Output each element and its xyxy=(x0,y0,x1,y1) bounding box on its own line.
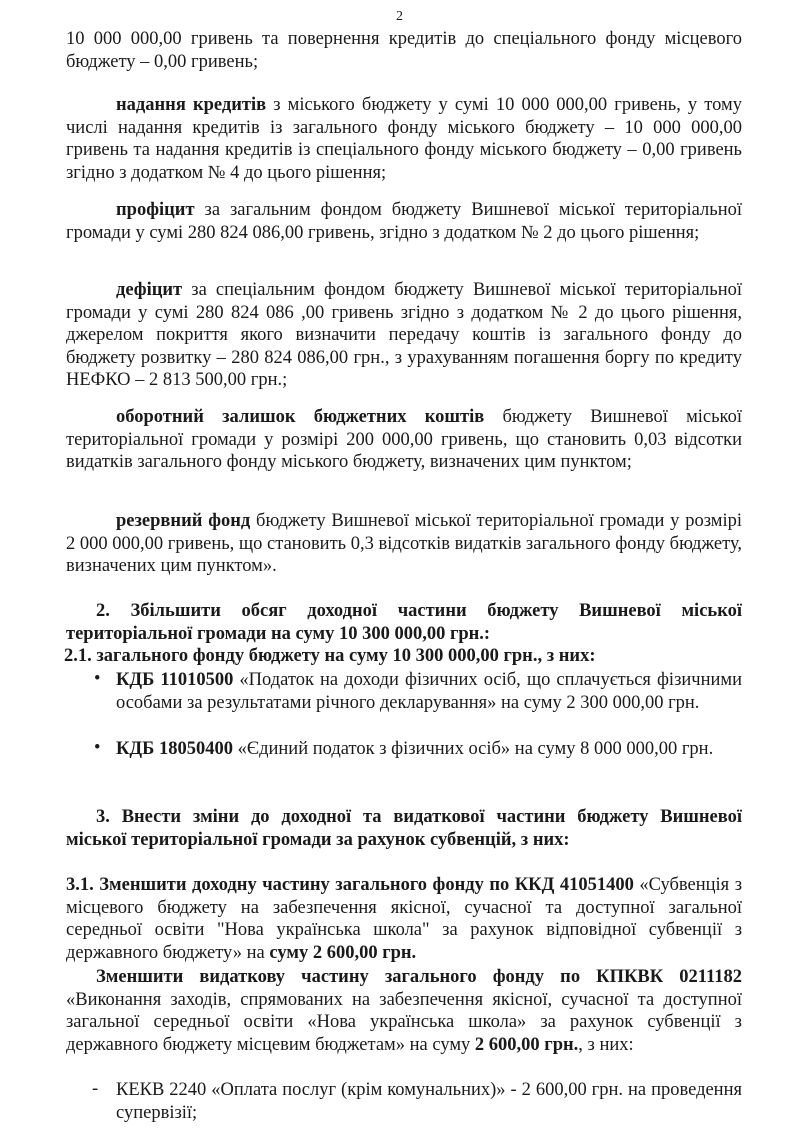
section-3-1-text: «Субвенція з місцевого бюджету на забезпечення якісної, сучасної та доступної загальної середньої освіти "Нова українська школа" за рахунок відповідної субвенції з державного бюджету» на xyxy=(66,875,742,963)
section-3-1-paragraph xyxy=(66,874,742,964)
reserve-paragraph xyxy=(66,510,742,578)
section-3-1-lead: 3.1. Зменшити доходну частину загального фонду по ККД 41051400 xyxy=(66,875,634,895)
balance-paragraph xyxy=(66,406,742,474)
bullet-icon: • xyxy=(94,738,101,758)
expenditure-tail: , з них: xyxy=(578,1034,634,1055)
credits-text: з міського бюджету у сумі 10 000 000,00 гривень, у тому числі надання кредитів із загального фонду міського бюджету – 10 000 000,00 гривень та надання кредитів із спеціального фонду міського бюджету – 0,00 гривень згідно з додатком № 4 до цього рішення; xyxy=(66,95,742,183)
surplus-term: профіцит xyxy=(116,200,195,220)
deficit-text: за спеціальним фондом бюджету Вишневої міської територіальної громади у сумі 280 824 086 ,00 гривень згідно з додатком № 2 до цього рішення, джерелом покриття якого визначити передачу коштів із загального фонду до бюджету розвитку – 280 824 086,00 грн., з урахуванням погашення боргу по кредиту НЕФКО – 2 813 500,00 грн.; xyxy=(66,280,742,390)
bullet-code: КДБ 11010500 xyxy=(116,670,234,690)
surplus-paragraph xyxy=(66,199,742,244)
expenditure-lead: Зменшити видаткову частину загального фонду по КПКВК 0211182 xyxy=(96,967,742,987)
expenditure-paragraph xyxy=(66,966,742,1056)
bullet-text: «Єдиний податок з фізичних осіб» на суму 8 000 000,00 грн. xyxy=(233,739,714,759)
balance-text: бюджету Вишневої міської територіальної громади у розмірі 200 000,00 гривень, що становить 0,03 відсотки видатків загального фонду міського бюджету, визначених цим пунктом; xyxy=(66,407,742,472)
reserve-term: резервний фонд xyxy=(116,511,251,531)
bullet-text: «Податок на доходи фізичних осіб, що сплачується фізичними особами за результатами річного декларування» на суму 2 300 000,00 грн. xyxy=(116,670,742,713)
section-3-1-amount: суму 2 600,00 грн. xyxy=(269,942,417,963)
credits-term: надання кредитів xyxy=(116,95,267,115)
surplus-text: за загальним фондом бюджету Вишневої міської територіальної громади у сумі 280 824 086,00 гривень, згідно з додатком № 2 до цього рішення; xyxy=(66,200,742,243)
bullet-item xyxy=(116,738,742,761)
section-2-heading: 2. Збільшити обсяг доходної частини бюджету Вишневої міської територіальної громади на суму 10 300 000,00 грн.: xyxy=(66,601,742,644)
credits-paragraph xyxy=(66,94,742,184)
bullet-code: КДБ 18050400 xyxy=(116,739,233,759)
balance-term: оборотний залишок бюджетних коштів xyxy=(116,407,485,427)
section-2-1-heading: 2.1. загального фонду бюджету на суму 10 300 000,00 грн., з них: xyxy=(64,646,596,666)
intro-paragraph: 10 000 000,00 гривень та повернення кредитів до спеціального фонду місцевого бюджету – 0,00 гривень; xyxy=(66,29,742,72)
bullet-icon: • xyxy=(94,669,101,689)
dash-item: КЕКВ 2240 «Оплата послуг (крім комунальних)» - 2 600,00 грн. на проведення супервізії; xyxy=(116,1080,742,1123)
dash-marker: - xyxy=(92,1079,99,1099)
bullet-item xyxy=(116,669,742,714)
page-number: 2 xyxy=(396,9,403,24)
deficit-term: дефіцит xyxy=(116,280,183,300)
reserve-text: бюджету Вишневої міської територіальної громади у розмірі 2 000 000,00 гривень, що становить 0,3 відсотків видатків загального фонду бюджету, визначених цим пунктом». xyxy=(66,511,742,576)
deficit-paragraph xyxy=(66,279,742,392)
expenditure-amount: 2 600,00 грн. xyxy=(474,1034,579,1055)
section-3-heading: 3. Внести зміни до доходної та видаткової частини бюджету Вишневої міської територіальної громади за рахунок субвенцій, з них: xyxy=(66,807,742,850)
expenditure-text: «Виконання заходів, спрямованих на забезпечення якісної, сучасної та доступної загальної середньої освіти «Нова українська школа» за рахунок субвенції з державного бюджету місцевим бюджетам» на суму xyxy=(66,989,742,1055)
